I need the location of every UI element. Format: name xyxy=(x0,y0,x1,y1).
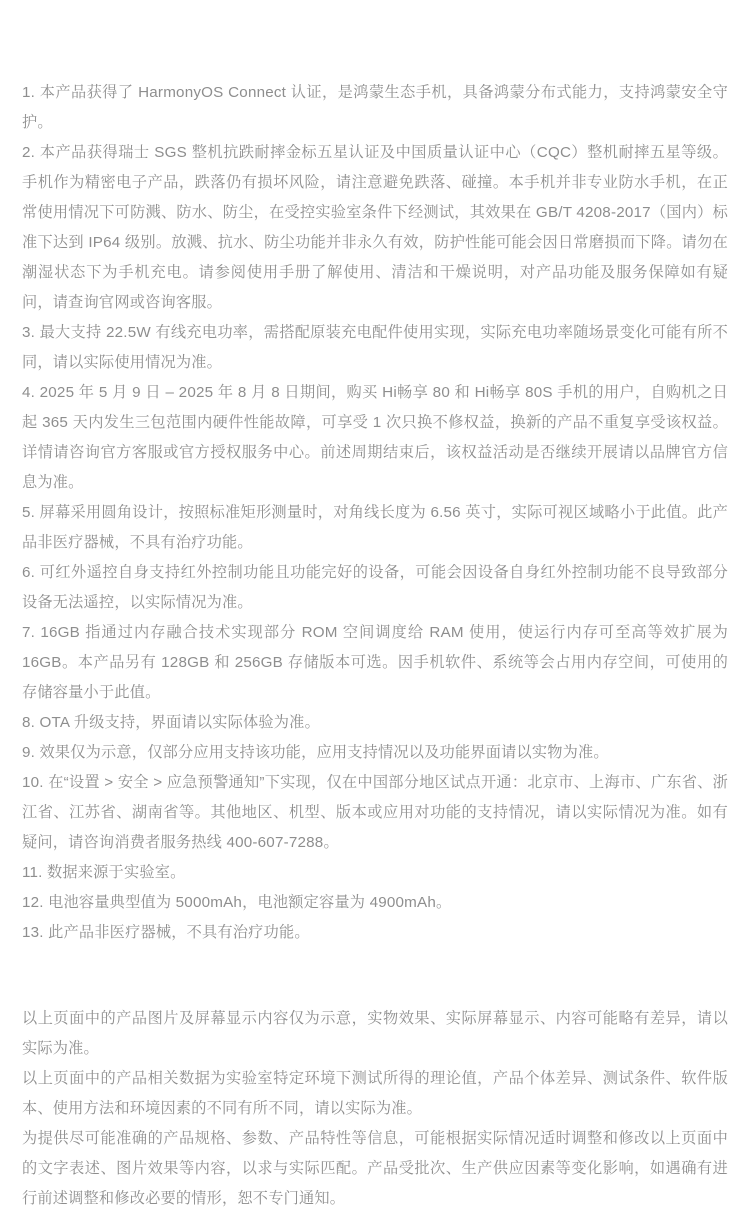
footnote-item: 1. 本产品获得了 HarmonyOS Connect 认证，是鸿蒙生态手机，具备鸿蒙分布式能力，支持鸿蒙安全守护。 xyxy=(22,84,728,131)
footnote-item: 2. 本产品获得瑞士 SGS 整机抗跌耐摔金标五星认证及中国质量认证中心（CQC）整机耐摔五星等级。手机作为精密电子产品，跌落仍有损坏风险，请注意避免跌落、碰撞。本手机并非专业防水手机，在正常使用情况下可防溅、防水、防尘，在受控实验室条件下经测试，其效果在 GB/T 4208-2017（国内）标准下达到 IP64 级别。放溅、抗水、防尘功能并非永久有效，防护性能可能会因日常磨损而下降。请勿在潮湿状态下为手机充电。请参阅使用手册了解使用、清洁和干燥说明，对产品功能及服务保障如有疑问，请查询官网或咨询客服。 xyxy=(22,144,728,311)
footnote-list xyxy=(22,78,728,948)
footnote-item: 11. 数据来源于实验室。 xyxy=(22,864,186,881)
legal-footer-item: 以上页面中的产品图片及屏幕显示内容仅为示意，实物效果、实际屏幕显示、内容可能略有差异，请以实际为准。 xyxy=(22,1010,728,1057)
footnote-item: 9. 效果仅为示意，仅部分应用支持该功能，应用支持情况以及功能界面请以实物为准。 xyxy=(22,744,609,761)
footnote-item: 7. 16GB 指通过内存融合技术实现部分 ROM 空间调度给 RAM 使用，使运行内存可至高等效扩展为 16GB。本产品另有 128GB 和 256GB 存储版本可选。因手机软件、系统等会占用内存空间，可使用的存储容量小于此值。 xyxy=(22,624,728,701)
footnote-item: 3. 最大支持 22.5W 有线充电功率，需搭配原装充电配件使用实现，实际充电功率随场景变化可能有所不同，请以实际使用情况为准。 xyxy=(22,324,728,371)
legal-footer xyxy=(22,1004,728,1214)
footnote-item: 5. 屏幕采用圆角设计，按照标准矩形测量时，对角线长度为 6.56 英寸，实际可视区域略小于此值。此产品非医疗器械，不具有治疗功能。 xyxy=(22,504,728,551)
footnote-item: 4. 2025 年 5 月 9 日 – 2025 年 8 月 8 日期间，购买 Hi畅享 80 和 Hi畅享 80S 手机的用户，自购机之日起 365 天内发生三包范围内硬件性能故障，可享受 1 次只换不修权益，换新的产品不重复享受该权益。详情请咨询官方客服或官方授权服务中心。前述周期结束后，该权益活动是否继续开展请以品牌官方信息为准。 xyxy=(22,384,728,491)
footnote-item: 10. 在“设置 > 安全 > 应急预警通知”下实现，仅在中国部分地区试点开通：北京市、上海市、广东省、浙江省、江苏省、湖南省等。其他地区、机型、版本或应用对功能的支持情况，请以实际情况为准。如有疑问，请咨询消费者服务热线 400-607-7288。 xyxy=(22,774,728,851)
legal-footer-item: 为提供尽可能准确的产品规格、参数、产品特性等信息，可能根据实际情况适时调整和修改以上页面中的文字表述、图片效果等内容，以求与实际匹配。产品受批次、生产供应因素等变化影响，如遇确有进行前述调整和修改必要的情形，恕不专门通知。 xyxy=(22,1130,728,1207)
footnote-item: 13. 此产品非医疗器械，不具有治疗功能。 xyxy=(22,924,310,941)
footnote-item: 8. OTA 升级支持，界面请以实际体验为准。 xyxy=(22,714,320,731)
footnote-item: 6. 可红外遥控自身支持红外控制功能且功能完好的设备，可能会因设备自身红外控制功能不良导致部分设备无法遥控，以实际情况为准。 xyxy=(22,564,728,611)
footnote-item: 12. 电池容量典型值为 5000mAh，电池额定容量为 4900mAh。 xyxy=(22,894,452,911)
legal-footer-item: 以上页面中的产品相关数据为实验室特定环境下测试所得的理论值，产品个体差异、测试条件、软件版本、使用方法和环境因素的不同有所不同，请以实际为准。 xyxy=(22,1070,728,1117)
